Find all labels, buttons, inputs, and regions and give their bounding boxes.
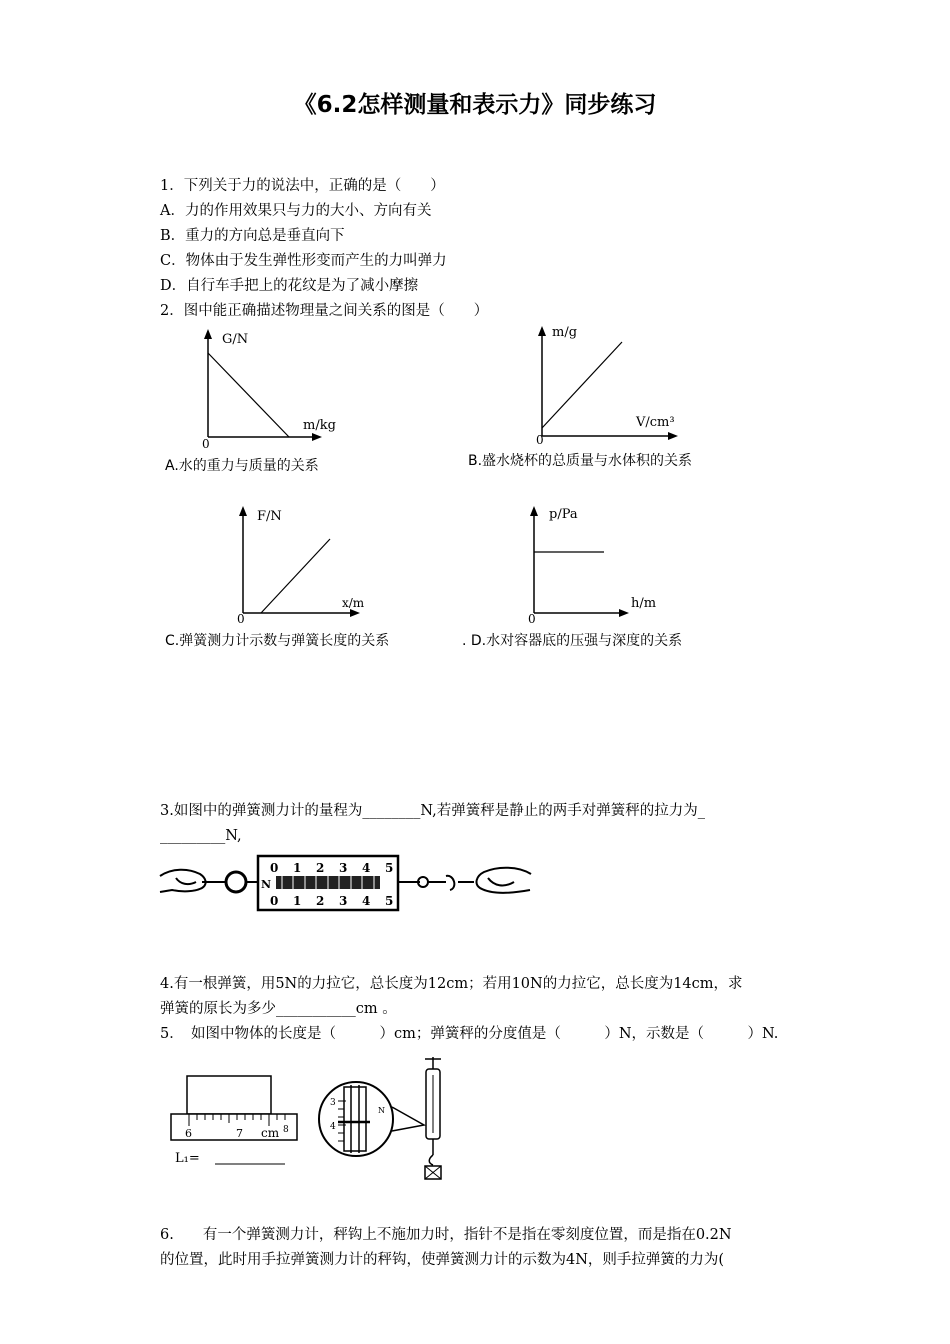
ring-icon xyxy=(226,872,246,892)
svg-text:1: 1 xyxy=(293,861,302,875)
graph-c-origin: 0 xyxy=(237,612,245,625)
dial-label-3: 3 xyxy=(330,1098,336,1108)
left-hand-icon xyxy=(160,870,218,892)
measured-block xyxy=(187,1076,271,1114)
svg-text:2: 2 xyxy=(316,861,325,875)
hook-icon xyxy=(429,1155,433,1165)
question-3-line-1: 3.如图中的弹簧测力计的量程为________N,若弹簧秤是静止的两手对弹簧秤的拉力为_ xyxy=(160,803,705,819)
graph-b xyxy=(530,318,710,446)
graph-d-ylabel: p/Pa xyxy=(549,507,578,522)
question-1-option-d: D．自行车手把上的花纹是为了减小摩擦 xyxy=(160,278,419,294)
question-3-line-2: _________N, xyxy=(160,828,242,844)
graph-a xyxy=(195,325,355,450)
graph-b-caption: B.盛水烧杯的总质量与水体积的关系 xyxy=(468,453,693,469)
graph-a-xlabel: m/kg xyxy=(303,418,336,433)
dial-label-4: 4 xyxy=(330,1122,336,1132)
svg-text:4: 4 xyxy=(362,861,371,875)
question-6-line-1: 6. 有一个弹簧测力计，秤钩上不施加力时，指针不是指在零刻度位置，而是指在0.2N xyxy=(160,1227,732,1243)
dial-unit: N xyxy=(378,1106,385,1115)
graph-b-ylabel: m/g xyxy=(552,325,578,340)
graph-d xyxy=(518,500,688,625)
graph-c-caption: C.弹簧测力计示数与弹簧长度的关系 xyxy=(165,633,390,649)
question-4-line-2: 弹簧的原长为多少___________cm 。 xyxy=(160,1001,397,1017)
right-hand-icon xyxy=(458,868,531,893)
svg-text:3: 3 xyxy=(339,861,348,875)
ruler-label-7: 7 xyxy=(236,1127,243,1140)
spring-scale-figure xyxy=(158,848,533,920)
graph-d-caption: . D.水对容器底的压强与深度的关系 xyxy=(462,633,683,649)
graph-d-xlabel: h/m xyxy=(631,596,657,611)
graph-c-xlabel: x/m xyxy=(342,596,365,610)
ruler-unit: cm xyxy=(261,1126,280,1140)
graph-c xyxy=(230,500,390,625)
question-1-option-c: C．物体由于发生弹性形变而产生的力叫弹力 xyxy=(160,253,447,269)
graph-c-ylabel: F/N xyxy=(257,509,282,524)
question-4-line-1: 4.有一根弹簧，用5N的力拉它，总长度为12cm；若用10N的力拉它，总长度为14cm，求 xyxy=(160,976,743,992)
ruler-figure xyxy=(165,1060,305,1170)
question-6-line-2: 的位置，此时用手拉弹簧测力计的秤钩，使弹簧测力计的示数为4N，则手拉弹簧的力为( xyxy=(160,1252,725,1268)
svg-text:1: 1 xyxy=(293,894,302,908)
graph-a-caption: A.水的重力与质量的关系 xyxy=(165,458,319,474)
svg-text:0: 0 xyxy=(270,861,279,875)
svg-text:0: 0 xyxy=(270,894,279,908)
ruler-label-6: 6 xyxy=(185,1127,192,1140)
ruler-label-8: 8 xyxy=(283,1125,289,1135)
l1-label: L₁= xyxy=(175,1151,200,1166)
svg-text:5: 5 xyxy=(385,861,394,875)
svg-text:5: 5 xyxy=(385,894,394,908)
graph-a-origin: 0 xyxy=(202,437,210,450)
page-title: 《6.2怎样测量和表示力》同步练习 xyxy=(293,92,657,118)
spring-balance-figure xyxy=(312,1055,447,1183)
scale-unit: N xyxy=(261,878,272,891)
svg-text:4: 4 xyxy=(362,894,371,908)
svg-text:3: 3 xyxy=(339,894,348,908)
question-1-stem: 1．下列关于力的说法中，正确的是（ ） xyxy=(160,178,445,194)
graph-d-origin: 0 xyxy=(528,612,536,625)
graph-b-origin: 0 xyxy=(536,433,544,446)
question-1-option-b: B．重力的方向总是垂直向下 xyxy=(160,228,345,244)
question-1-option-a: A．力的作用效果只与力的大小、方向有关 xyxy=(160,203,432,219)
question-5-stem: 5． 如图中物体的长度是（ ）cm；弹簧秤的分度值是（ ）N，示数是（ ）N. xyxy=(160,1026,779,1042)
question-2-stem: 2．图中能正确描述物理量之间关系的图是（ ） xyxy=(160,303,489,319)
graph-b-xlabel: V/cm³ xyxy=(636,415,675,430)
graph-a-ylabel: G/N xyxy=(222,332,249,347)
svg-text:2: 2 xyxy=(316,894,325,908)
